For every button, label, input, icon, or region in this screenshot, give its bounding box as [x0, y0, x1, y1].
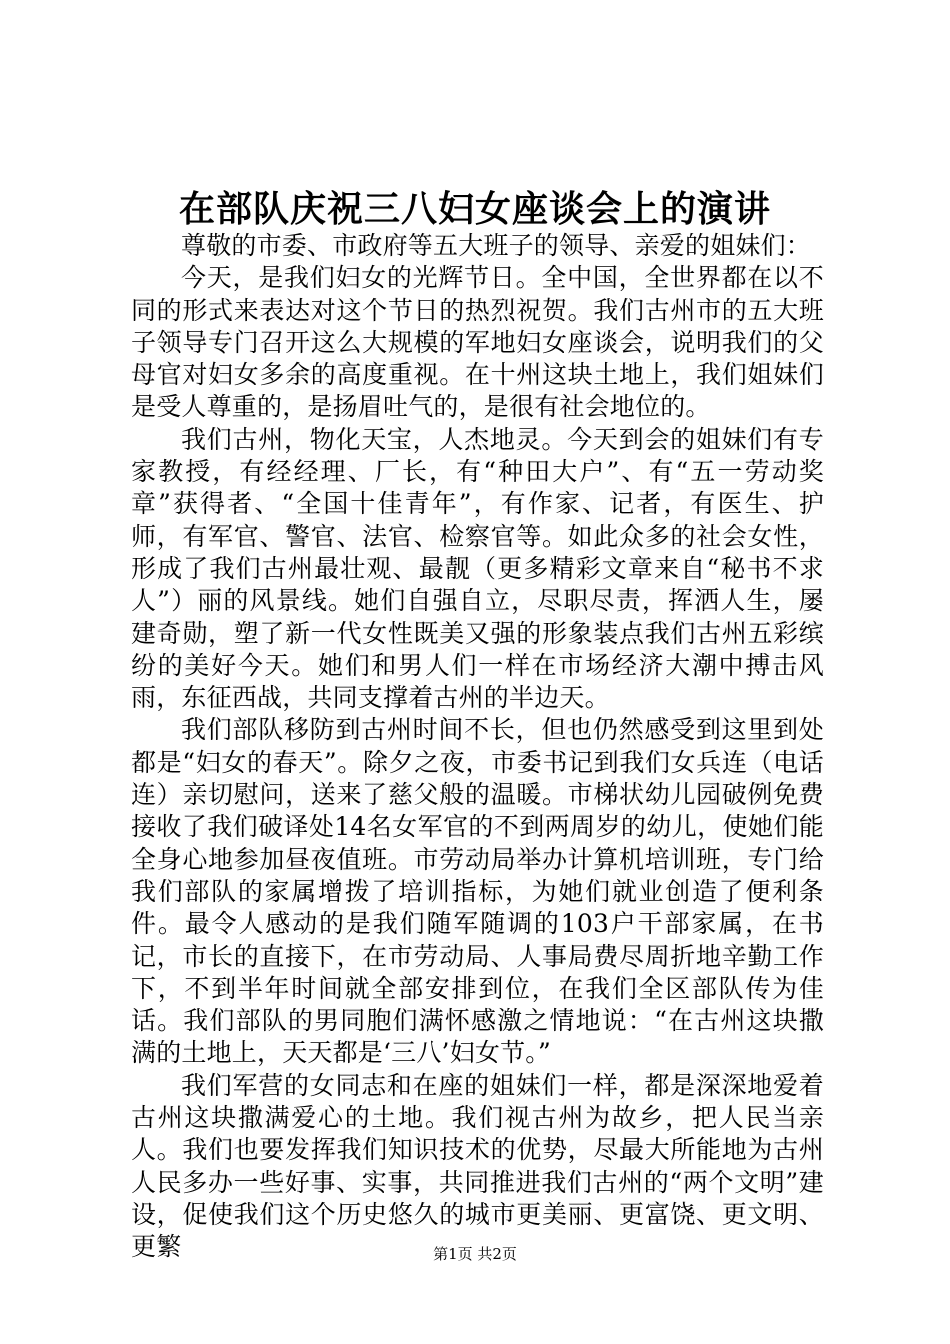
document-body — [131, 230, 824, 1264]
page-number-footer: 第1页 共2页 — [433, 1245, 517, 1263]
document-title: 在部队庆祝三八妇女座谈会上的演讲 — [178, 188, 771, 230]
paragraph-salutation: 尊敬的市委、市政府等五大班子的领导、亲爱的姐妹们： — [181, 231, 812, 260]
paragraph: 我们古州，物化天宝，人杰地灵。今天到会的姐妹们有专家教授，有经经理、厂长，有“种田大户”、有“五一劳动奖章”获得者、“全国十佳青年”，有作家、记者，有医生、护师，有军官、警官、法官、检察官等。如此众多的社会女性，形成了我们古州最壮观、最靓（更多精彩文章来自“秘书不求人”）丽的风景线。她们自强自立，尽职尽责，挥洒人生，屡建奇勋，塑了新一代女性既美又强的形象装点我们古州五彩缤纷的美好今天。她们和男人们一样在市场经济大潮中搏击风雨，东征西战，共同支撑着古州的半边天。 — [131, 424, 824, 713]
paragraph: 我们部队移防到古州时间不长，但也仍然感受到这里到处都是“妇女的春天”。除夕之夜，市委书记到我们女兵连（电话连）亲切慰问，送来了慈父般的温暖。市梯状幼儿园破例免费接收了我们破译处14名女军官的不到两周岁的幼儿，使她们能全身心地参加昼夜值班。市劳动局举办计算机培训班，专门给我们部队的家属增拨了培训指标，为她们就业创造了便利条件。最令人感动的是我们随军随调的103户干部家属，在书记，市长的直接下，在市劳动局、人事局费尽周折地辛勤工作下，不到半年时间就全部安排到位，在我们全区部队传为佳话。我们部队的男同胞们满怀感激之情地说：“在古州这块撒满的土地上，天天都是‘三八’妇女节。” — [131, 715, 824, 1068]
paragraph: 我们军营的女同志和在座的姐妹们一样，都是深深地爱着古州这块撒满爱心的土地。我们视古州为故乡，把人民当亲人。我们也要发挥我们知识技术的优势，尽最大所能地为古州人民多办一些好事、实事，共同推进我们古州的“两个文明”建设，促使我们这个历史悠久的城市更美丽、更富饶、更文明、更繁 — [131, 1070, 824, 1262]
paragraph: 今天，是我们妇女的光辉节日。全中国，全世界都在以不同的形式来表达对这个节日的热烈祝贺。我们古州市的五大班子领导专门召开这么大规模的军地妇女座谈会，说明我们的父母官对妇女多余的高度重视。在十州这块土地上，我们姐妹们是受人尊重的，是扬眉吐气的，是很有社会地位的。 — [131, 263, 824, 422]
